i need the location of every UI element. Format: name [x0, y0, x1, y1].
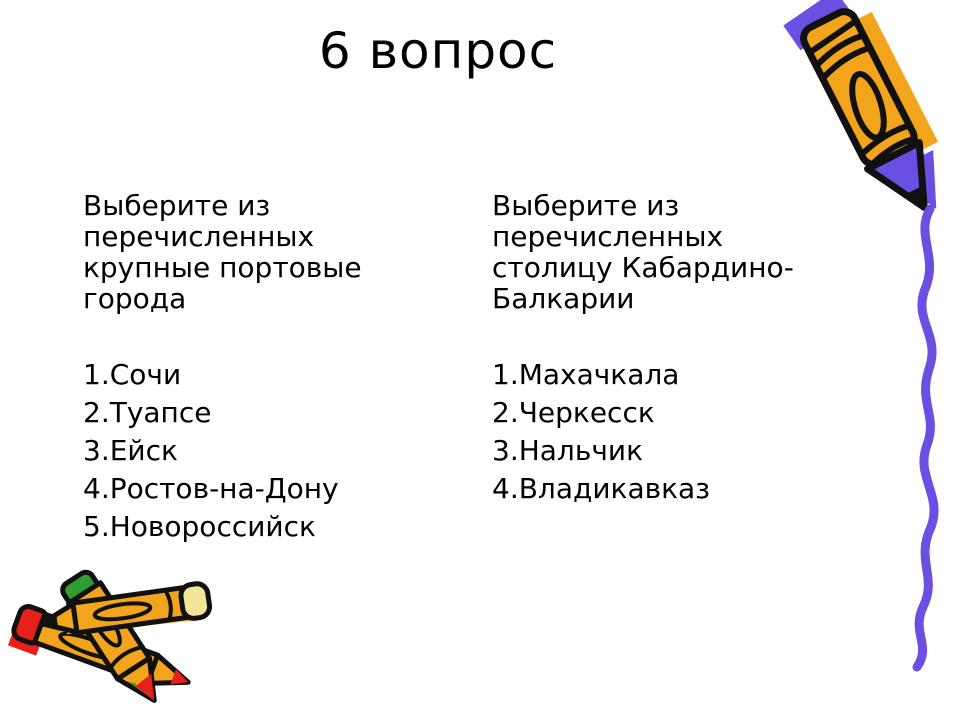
option-item: 1.Сочи [83, 358, 182, 391]
question-line: города [83, 282, 187, 315]
question-left [83, 190, 362, 314]
option-item: 5.Новороссийск [83, 510, 316, 543]
option-item: 3.Нальчик [492, 434, 643, 467]
question-line: перечисленных [492, 220, 724, 253]
crossed-crayons-icon [5, 560, 235, 720]
option-item: 4.Ростов-на-Дону [83, 472, 339, 505]
options-left [83, 356, 339, 546]
options-right [492, 356, 710, 508]
question-line: перечисленных [83, 220, 315, 253]
question-line: Балкарии [492, 282, 635, 315]
slide-title: 6 вопрос [318, 22, 558, 80]
option-item: 1.Махачкала [492, 358, 680, 391]
option-item: 2.Туапсе [83, 396, 212, 429]
question-line: крупные портовые [83, 251, 362, 284]
question-line: столицу Кабардино- [492, 251, 794, 284]
option-item: 3.Ейск [83, 434, 178, 467]
option-item: 2.Черкесск [492, 396, 655, 429]
purple-squiggle-line [885, 205, 960, 685]
question-line: Выберите из [83, 189, 271, 222]
question-line: Выберите из [492, 189, 680, 222]
option-item: 4.Владикавказ [492, 472, 711, 505]
question-right [492, 190, 794, 314]
